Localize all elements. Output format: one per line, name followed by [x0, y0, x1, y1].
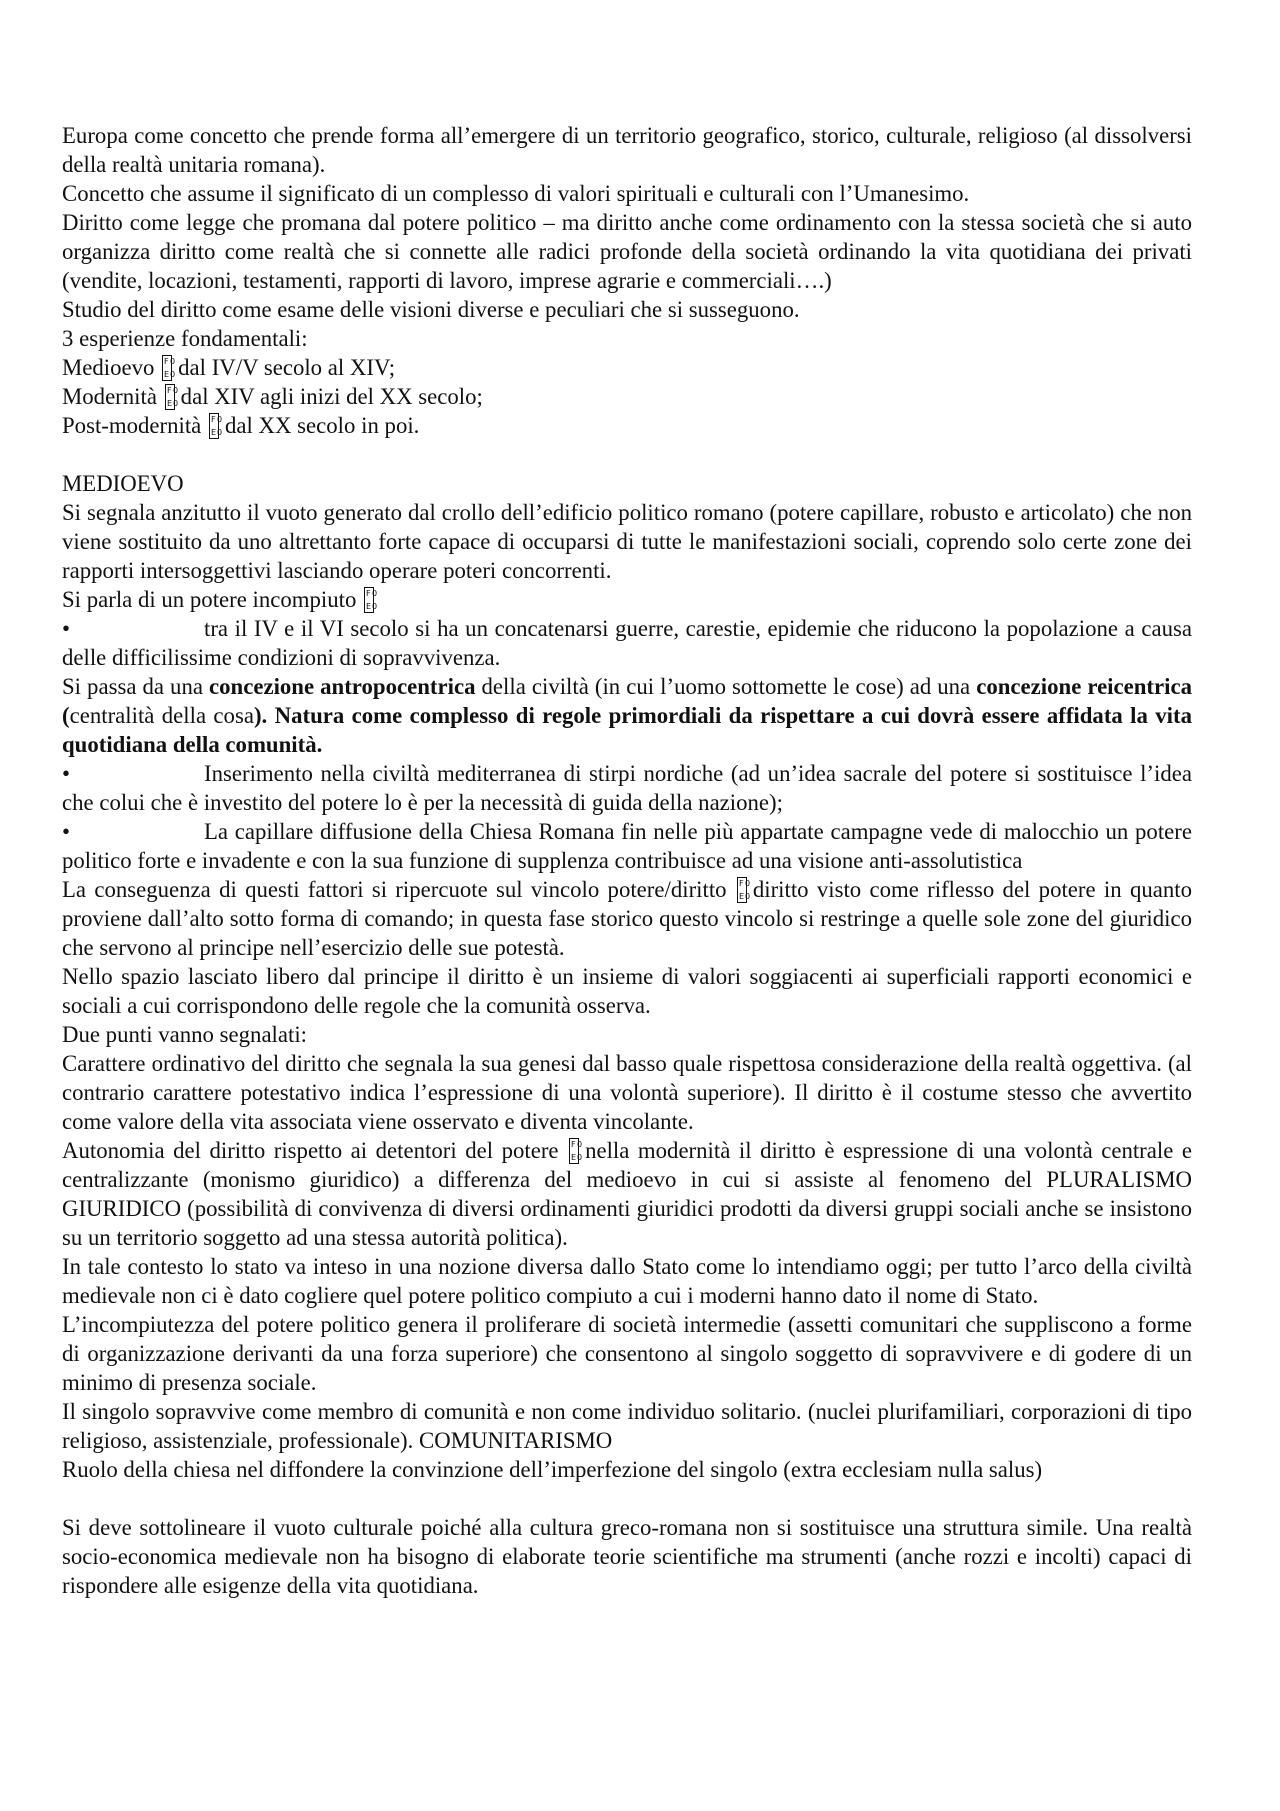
list-item: • tra il IV e il VI secolo si ha un concatenarsi guerre, carestie, epidemie che riducono la popolazione a causa delle difficilissime condizioni di sopravvivenza. — [62, 616, 1192, 670]
era-medioevo: Medioevo F 0 E 0 dal IV/V secolo al XIV; — [62, 355, 396, 380]
svg-text:E: E — [366, 602, 372, 611]
paragraph-diritto: Diritto come legge che promana dal potere politico – ma diritto anche come ordinamento con la stessa società che si auto organizza diritto come realtà che si connette alle radici profonde della società ordinando la vita quotidiana dei privati (vendite, locazioni, testamenti, rapporti di lavoro, imprese agrarie e commerciali….) — [62, 210, 1192, 293]
svg-text:F: F — [211, 415, 216, 424]
svg-text:F: F — [164, 357, 169, 366]
svg-text:0: 0 — [577, 1140, 583, 1149]
svg-text:0: 0 — [372, 602, 378, 611]
missing-glyph-box-icon — [162, 355, 176, 381]
svg-text:0: 0 — [744, 879, 750, 888]
paragraph-vuoto-culturale: Si deve sottolineare il vuoto culturale poiché alla cultura greco-romana non si sostituisce una struttura simile. Una realtà socio-economica medievale non ha bisogno di elaborate teorie scientifiche ma strumenti (anche rozzi e incolti) capaci di rispondere alle esigenze della vita quotidiana. — [62, 1515, 1192, 1598]
svg-text:E: E — [166, 399, 172, 408]
paragraph-spazio-libero: Nello spazio lasciato libero dal principe il diritto è un insieme di valori soggiacenti ai superficiali rapporti economici e sociali a cui corrispondono delle regole che la comunità osserva. — [62, 964, 1192, 1018]
era-modernita: Modernità F 0 E 0 dal XIV agli inizi del XX secolo; — [62, 384, 483, 409]
paragraph-carattere-ordinativo: Carattere ordinativo del diritto che segnala la sua genesi dal basso quale rispettosa considerazione della realtà oggettiva. (al contrario carattere potestativo indica l’espressione di una volontà superiore). Il diritto è il costume stesso che avvertito come valore della vita associata viene osservato e diventa vincolante. — [62, 1051, 1192, 1134]
paragraph-concezione: Si passa da una concezione antropocentrica della civiltà (in cui l’uomo sottomette le cose) ad una concezione reicentrica (centralità della cosa). Natura come complesso di regole primordiali da rispettare a cui dovrà essere affidata la vita quotidiana della comunità. — [62, 674, 1193, 757]
list-item: • La capillare diffusione della Chiesa Romana fin nelle più appartate campagne vede di malocchio un potere politico forte e invadente e con la sua funzione di supplenza contribuisce ad una visione anti-assolutistica — [62, 819, 1192, 873]
paragraph-due-punti: Due punti vanno segnalati: — [62, 1022, 308, 1047]
paragraph-stato: In tale contesto lo stato va inteso in una nozione diversa dallo Stato come lo intendiamo oggi; per tutto l’arco della civiltà medievale non ci è dato cogliere quel potere politico compiuto a cui i moderni hanno dato il nome di Stato. — [62, 1254, 1192, 1308]
svg-text:E: E — [164, 370, 170, 379]
missing-glyph-box-icon — [364, 587, 378, 613]
paragraph-vuoto-politico: Si segnala anzitutto il vuoto generato dal crollo dell’edificio politico romano (potere capillare, robusto e articolato) che non viene sostituito da uno altrettanto forte capace di occuparsi di tutte le manifestazioni sociali, coprendo solo certe zone dei rapporti intersoggettivi lasciando operare poteri concorrenti. — [62, 500, 1192, 583]
svg-text:0: 0 — [172, 386, 178, 395]
svg-text:0: 0 — [372, 589, 378, 598]
svg-text:0: 0 — [170, 370, 176, 379]
svg-text:F: F — [366, 589, 371, 598]
paragraph-europa: Europa come concetto che prende forma all’emergere di un territorio geografico, storico, culturale, religioso (al dissolversi della realtà unitaria romana). — [62, 123, 1192, 177]
svg-text:F: F — [166, 386, 172, 395]
paragraph-conseguenza: La conseguenza di questi fattori si ripercuote sul vincolo potere/diritto F 0 E 0 diritto visto come riflesso del potere in quanto proviene dall’alto sotto forma di comando; in questa fase storico questo vincolo si restringe a quelle sole zone del giuridico che servono al principe nell’esercizio delle sue potestà. — [62, 877, 1192, 960]
svg-text:E: E — [738, 892, 744, 901]
paragraph-umanesimo: Concetto che assume il significato di un complesso di valori spirituali e culturali con l’Umanesimo. — [62, 181, 970, 206]
missing-glyph-box-icon — [569, 1138, 583, 1164]
svg-text:F: F — [571, 1140, 576, 1149]
paragraph-potere-incompiuto: Si parla di un potere incompiuto F 0 E 0 — [62, 587, 378, 612]
svg-text:E: E — [571, 1153, 577, 1162]
paragraph-comunitarismo: Il singolo sopravvive come membro di comunità e non come individuo solitario. (nuclei plurifamiliari, corporazioni di tipo religioso, assistenziale, professionale). COMUNITARISMO — [62, 1399, 1192, 1453]
svg-text:0: 0 — [217, 428, 223, 437]
spacer — [62, 440, 1192, 469]
svg-text:0: 0 — [577, 1153, 583, 1162]
svg-text:F: F — [738, 879, 744, 888]
svg-text:0: 0 — [172, 399, 178, 408]
svg-text:0: 0 — [217, 415, 223, 424]
svg-text:0: 0 — [744, 892, 750, 901]
paragraph-esperienze: 3 esperienze fondamentali: — [62, 326, 308, 351]
era-post-modernita: Post-modernità F 0 E 0 dal XX secolo in poi. — [62, 413, 420, 438]
paragraph-studio: Studio del diritto come esame delle visioni diverse e peculiari che si susseguono. — [62, 297, 800, 322]
missing-glyph-box-icon — [737, 877, 751, 903]
missing-glyph-box-icon — [165, 384, 179, 410]
document-body — [62, 121, 1192, 1600]
spacer — [62, 1484, 1192, 1513]
svg-text:E: E — [211, 428, 217, 437]
list-item: • Inserimento nella civiltà mediterranea di stirpi nordiche (ad un’idea sacrale del potere si sostituisce l’idea che colui che è investito del potere lo è per la necessità di guida della nazione); — [62, 761, 1192, 815]
paragraph-autonomia: Autonomia del diritto rispetto ai detentori del potere F 0 E 0 nella modernità il diritto è espressione di una volontà centrale e centralizzante (monismo giuridico) a differenza del medioevo in cui si assiste al fenomeno del PLURALISMO GIURIDICO (possibilità di convivenza di diversi ordinamenti giuridici prodotti da diversi gruppi sociali anche se insistono su un territorio soggetto ad una stessa autorità politica). — [62, 1138, 1192, 1250]
paragraph-chiesa: Ruolo della chiesa nel diffondere la convinzione dell’imperfezione del singolo (extra ecclesiam nulla salus) — [62, 1457, 1043, 1482]
missing-glyph-box-icon — [209, 413, 223, 439]
svg-text:0: 0 — [170, 357, 176, 366]
paragraph-incompiutezza: L’incompiutezza del potere politico genera il proliferare di società intermedie (assetti comunitari che suppliscono a forme di organizzazione derivanti da una forza superiore) che consentono al singolo soggetto di sopravvivere e di godere di un minimo di presenza sociale. — [62, 1312, 1192, 1395]
section-heading-medioevo: MEDIOEVO — [62, 471, 184, 496]
